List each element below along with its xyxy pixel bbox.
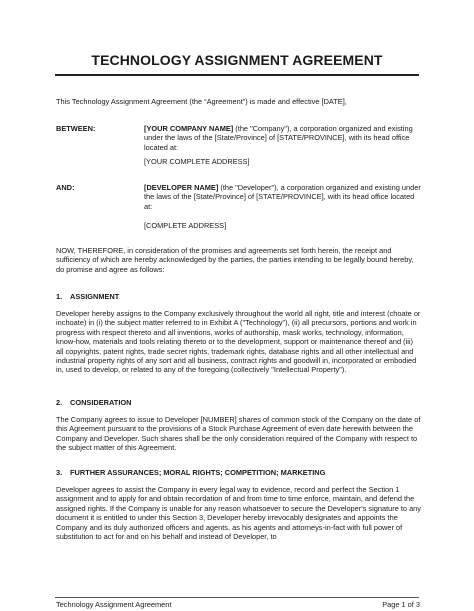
- section-2-body: The Company agrees to issue to Developer [NUMBER] shares of common stock of the Company on the date of this Agreement pursuant to the provisions of a Stock Purchase Agreement of even date herewith between the Company and Developer. Such shares shall be the only consideration required of the Company with respect to the subject matter of this Agreement.: [56, 415, 421, 453]
- section-2-number: 2.: [56, 398, 63, 407]
- section-1-number: 1.: [56, 292, 63, 301]
- and-label: AND:: [56, 183, 75, 192]
- developer-address: [COMPLETE ADDRESS]: [144, 221, 227, 230]
- company-name: [YOUR COMPANY NAME]: [144, 124, 234, 133]
- section-1-title: ASSIGNMENT: [70, 292, 120, 301]
- section-3-title: FURTHER ASSURANCES; MORAL RIGHTS; COMPETITION; MARKETING: [70, 468, 326, 477]
- section-3-body: Developer agrees to assist the Company in every legal way to evidence, record and perfect the Section 1 assignment and to apply for and obtain recordation of and from time to time enforce, maintain, and defend the assigned rights. If the Company is unable for any reason whatsoever to secure the Developer's signature to any document it is entitled to under this Section 3, Developer hereby irrevocably designates and appoints the Company and its duly authorized officers and agents, as his agents and attorneys-in-fact with full power of substitution to act for and on his behalf and instead of Developer, to: [56, 485, 421, 542]
- developer-name: [DEVELOPER NAME]: [144, 183, 219, 192]
- company-description: (the "Company"), a corporation organized and existing under the laws of the [State/Province] of [STATE/PROVINCE], with its head office located at:: [144, 124, 413, 152]
- section-3-number: 3.: [56, 468, 63, 477]
- footer-page-number: Page 1 of 3: [382, 600, 420, 609]
- footer-rule: [55, 597, 419, 598]
- title-rule: [55, 74, 419, 76]
- document-title: TECHNOLOGY ASSIGNMENT AGREEMENT: [91, 52, 383, 68]
- intro-paragraph: This Technology Assignment Agreement (the “Agreement”) is made and effective [DATE],: [56, 97, 347, 106]
- footer-document-name: Technology Assignment Agreement: [56, 600, 172, 609]
- company-address: [YOUR COMPLETE ADDRESS]: [144, 157, 250, 166]
- now-therefore-paragraph: NOW, THEREFORE, in consideration of the promises and agreements set forth herein, the receipt and sufficiency of which are hereby acknowledged by the parties, the parties intending to be legally bound hereby, do promise and agree as follows:: [56, 246, 414, 274]
- company-party-block: [144, 124, 424, 152]
- section-2-heading: [56, 398, 131, 407]
- developer-description: (the "Developer"), a corporation organized and existing under the laws of the [State/Province] of [STATE/PROVINCE], with its head office located at:: [144, 183, 421, 211]
- between-label: BETWEEN:: [56, 124, 96, 133]
- developer-party-block: [144, 183, 424, 211]
- section-3-heading: [56, 468, 325, 477]
- section-2-title: CONSIDERATION: [70, 398, 132, 407]
- section-1-body: Developer hereby assigns to the Company exclusively throughout the world all right, title and interest (choate or inchoate) in (i) the subject matter referred to in Exhibit A ("Technology"), (ii) all precursors, portions and work in progress with respect thereto and all inventions, works of authorship, mask works, technology, information, know-how, materials and tools relating thereto or to the development, support or maintenance thereof and (iii) all copyrights, patent rights, trade secret rights, trademark rights, database rights and all other intellectual and industrial property rights of any sort and all business, contract rights and goodwill in, incorporated or embodied in, used to develop, or related to any of the foregoing (collectively "Intellectual Property").: [56, 309, 421, 375]
- section-1-heading: [56, 292, 119, 301]
